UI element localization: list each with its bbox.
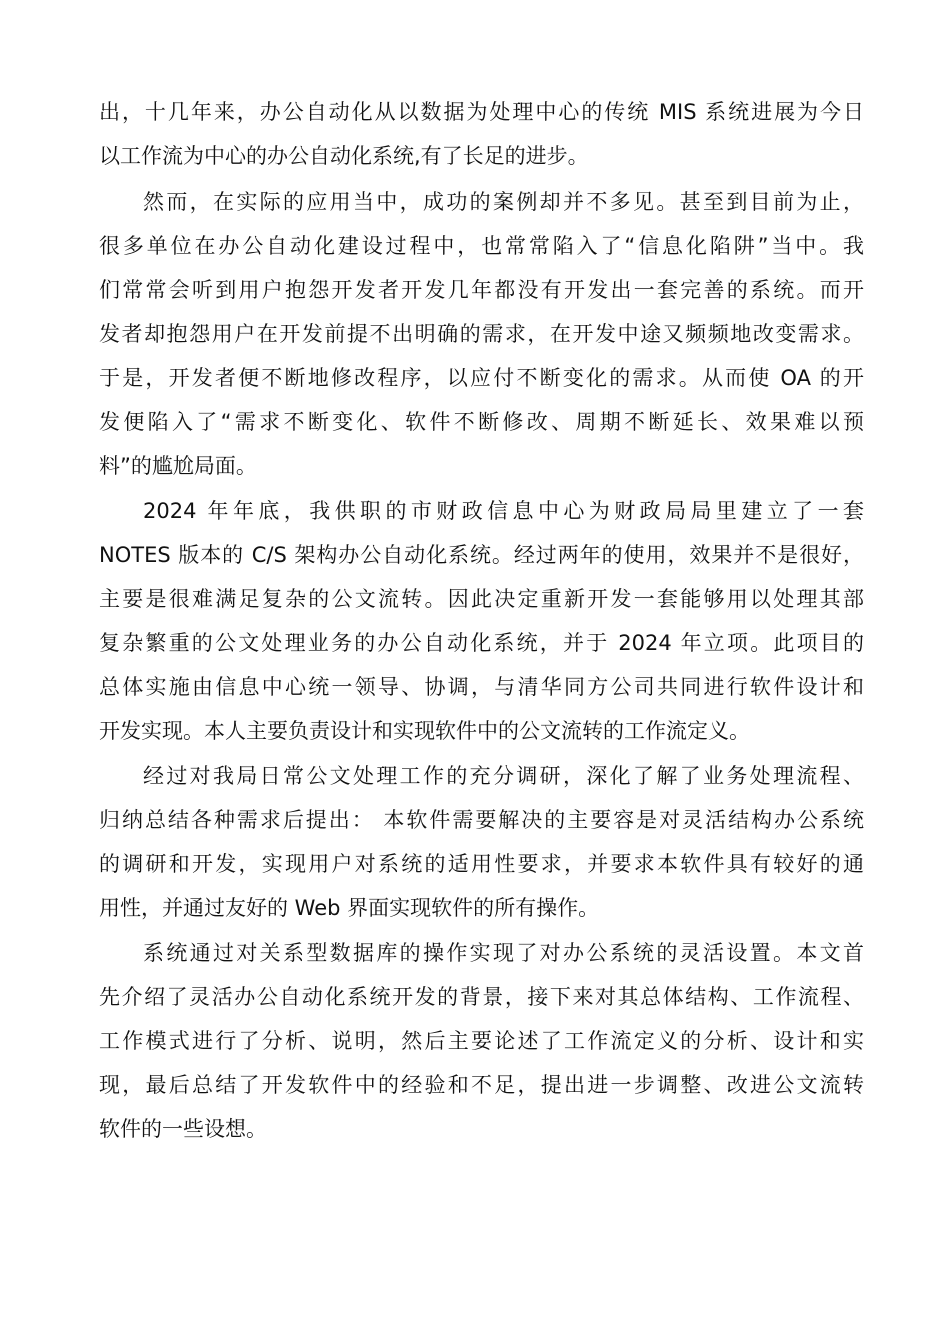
text-line: 总体实施由信息中心统一领导、协调，与清华同方公司共同进行软件设计和: [99, 675, 864, 699]
text-line: 2024 年年底，我供职的市财政信息中心为财政局局里建立了一套: [143, 499, 864, 523]
text-line: 主要是很难满足复杂的公文流转。因此决定重新开发一套能够用以处理其部: [99, 587, 864, 611]
text-line: 然而，在实际的应用当中，成功的案例却并不多见。甚至到目前为止，: [143, 190, 864, 214]
text-line: 开发实现。本人主要负责设计和实现软件中的公文流转的工作流定义。: [99, 719, 750, 743]
text-line: 先介绍了灵活办公自动化系统开发的背景，接下来对其总体结构、工作流程、: [99, 985, 864, 1009]
text-line: 很多单位在办公自动化建设过程中，也常常陷入了“信息化陷阱”当中。我: [99, 234, 864, 258]
text-line: 以工作流为中心的办公自动化系统,有了长足的进步。: [99, 144, 589, 168]
text-line: 发便陷入了“需求不断变化、软件不断修改、周期不断延长、效果难以预: [99, 410, 864, 434]
text-line: 复杂繁重的公文处理业务的办公自动化系统，并于 2024 年立项。此项目的: [99, 631, 864, 655]
text-line: 出，十几年来，办公自动化从以数据为处理中心的传统 MIS 系统进展为今日: [99, 100, 864, 124]
text-line: 系统通过对关系型数据库的操作实现了对办公系统的灵活设置。本文首: [143, 941, 864, 965]
text-line: 于是，开发者便不断地修改程序，以应付不断变化的需求。从而使 OA 的开: [99, 366, 864, 390]
text-line: 的调研和开发，实现用户对系统的适用性要求，并要求本软件具有较好的通: [99, 852, 864, 876]
text-line: 工作模式进行了分析、说明，然后主要论述了工作流定义的分析、设计和实: [99, 1029, 864, 1053]
text-line: 软件的一些设想。: [99, 1117, 267, 1141]
text-line: 经过对我局日常公文处理工作的充分调研，深化了解了业务处理流程、: [143, 764, 864, 788]
text-line: 归纳总结各种需求后提出： 本软件需要解决的主要容是对灵活结构办公系统: [99, 808, 864, 832]
text-line: 用性，并通过友好的 Web 界面实现软件的所有操作。: [99, 896, 600, 920]
text-line: NOTES 版本的 C/S 架构办公自动化系统。经过两年的使用，效果并不是很好，: [99, 543, 864, 567]
text-line: 现，最后总结了开发软件中的经验和不足，提出进一步调整、改进公文流转: [99, 1073, 864, 1097]
text-line: 们常常会听到用户抱怨开发者开发几年都没有开发出一套完善的系统。而开: [99, 278, 864, 302]
text-line: 料”的尴尬局面。: [99, 454, 257, 478]
text-line: 发者却抱怨用户在开发前提不出明确的需求，在开发中途又频频地改变需求。: [99, 322, 864, 346]
